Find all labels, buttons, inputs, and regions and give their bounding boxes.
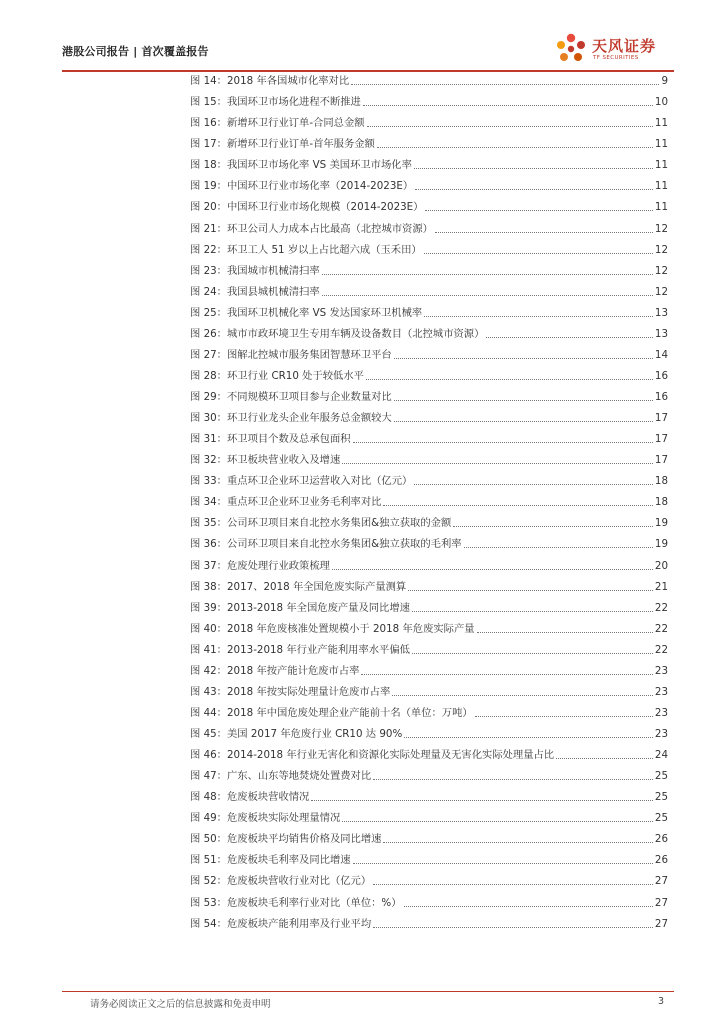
figure-list xyxy=(190,70,668,934)
toc-entry[interactable] xyxy=(190,870,668,891)
toc-figure-title: 环卫公司人力成本占比最高（北控城市资源） xyxy=(226,222,433,235)
toc-dot-leader xyxy=(477,632,653,633)
toc-figure-title: 环卫行业 CR10 处于较低水平 xyxy=(226,369,364,382)
toc-entry[interactable] xyxy=(190,302,668,323)
toc-entry[interactable] xyxy=(190,849,668,870)
toc-page-number: 12 xyxy=(654,222,668,235)
toc-entry[interactable] xyxy=(190,554,668,575)
toc-figure-title: 2018 年按产能计危废市占率 xyxy=(226,664,360,677)
toc-dot-leader xyxy=(373,927,653,928)
toc-entry[interactable] xyxy=(190,407,668,428)
toc-dot-leader xyxy=(383,842,652,843)
toc-entry[interactable] xyxy=(190,786,668,807)
toc-figure-label: 图 34： xyxy=(190,496,227,509)
toc-page-number: 27 xyxy=(654,896,668,909)
toc-figure-label: 图 54： xyxy=(190,917,227,930)
toc-figure-label: 图 44： xyxy=(190,706,227,719)
toc-page-number: 23 xyxy=(654,664,668,677)
toc-entry[interactable] xyxy=(190,239,668,260)
toc-figure-title: 2018 年各国城市化率对比 xyxy=(226,75,350,88)
toc-page-number: 13 xyxy=(654,327,668,340)
tf-securities-logo-icon xyxy=(554,32,588,66)
toc-figure-title: 危废板块营收行业对比（亿元） xyxy=(226,875,372,888)
toc-entry[interactable] xyxy=(190,891,668,912)
toc-figure-label: 图 14： xyxy=(190,75,227,88)
footer-disclaimer: 请务必阅读正文之后的信息披露和免责申明 xyxy=(90,999,271,1010)
toc-dot-leader xyxy=(475,716,653,717)
toc-entry[interactable] xyxy=(190,365,668,386)
toc-page-number: 23 xyxy=(654,706,668,719)
toc-entry[interactable] xyxy=(190,70,668,91)
toc-entry[interactable] xyxy=(190,260,668,281)
toc-page-number: 17 xyxy=(654,454,668,467)
toc-dot-leader xyxy=(353,442,653,443)
toc-page-number: 13 xyxy=(654,306,668,319)
toc-page-number: 22 xyxy=(654,643,668,656)
toc-entry[interactable] xyxy=(190,428,668,449)
toc-dot-leader xyxy=(394,400,653,401)
toc-figure-title: 危废处理行业政策梳理 xyxy=(226,559,330,572)
toc-entry[interactable] xyxy=(190,491,668,512)
toc-dot-leader xyxy=(394,421,653,422)
toc-figure-title: 不同规模环卫项目参与企业数量对比 xyxy=(226,391,392,403)
toc-figure-title: 中国环卫行业市场化率（2014-2023E） xyxy=(226,180,414,193)
toc-dot-leader xyxy=(464,547,653,548)
toc-page-number: 12 xyxy=(654,285,668,298)
toc-figure-label: 图 51： xyxy=(190,854,227,867)
toc-entry[interactable] xyxy=(190,344,668,365)
toc-page-number: 19 xyxy=(654,538,668,551)
toc-entry[interactable] xyxy=(190,175,668,196)
toc-figure-label: 图 18： xyxy=(190,159,227,172)
logo-company-name: 天风证券 xyxy=(592,37,657,55)
toc-figure-label: 图 27： xyxy=(190,348,227,361)
toc-figure-title: 环卫行业龙头企业年服务总金额较大 xyxy=(226,412,392,425)
toc-page-number: 16 xyxy=(654,391,668,403)
toc-dot-leader xyxy=(342,463,653,464)
toc-figure-title: 重点环卫企业环卫业务毛利率对比 xyxy=(226,496,382,509)
toc-page-number: 27 xyxy=(654,875,668,888)
toc-dot-leader xyxy=(342,821,653,822)
toc-dot-leader xyxy=(404,906,653,907)
toc-entry[interactable] xyxy=(190,386,668,407)
company-logo xyxy=(554,30,674,68)
toc-page-number: 22 xyxy=(654,601,668,614)
toc-figure-label: 图 22： xyxy=(190,243,227,256)
toc-figure-title: 危废板块实际处理量情况 xyxy=(226,812,341,825)
toc-page-number: 12 xyxy=(654,243,668,256)
toc-figure-label: 图 36： xyxy=(190,538,227,551)
toc-entry[interactable] xyxy=(190,91,668,112)
toc-figure-title: 中国环卫行业市场化规模（2014-2023E） xyxy=(226,201,424,214)
toc-figure-label: 图 42： xyxy=(190,664,227,677)
toc-page-number: 25 xyxy=(654,812,668,825)
toc-figure-label: 图 29： xyxy=(190,391,227,403)
toc-figure-title: 2013-2018 年全国危废产量及同比增速 xyxy=(226,601,410,614)
toc-page-number: 11 xyxy=(654,117,668,130)
toc-dot-leader xyxy=(322,274,653,275)
toc-figure-title: 我国环卫市场化进程不断推进 xyxy=(226,96,361,109)
toc-page-number: 12 xyxy=(654,264,668,277)
page-header xyxy=(62,30,674,70)
toc-page-number: 17 xyxy=(654,433,668,446)
toc-entry[interactable] xyxy=(190,597,668,618)
report-type-title: 港股公司报告 | 首次覆盖报告 xyxy=(62,45,209,58)
toc-figure-title: 危废板块平均销售价格及同比增速 xyxy=(226,833,382,846)
toc-dot-leader xyxy=(453,526,653,527)
toc-figure-title: 2014-2018 年行业无害化和资源化实际处理量及无害化实际处理量占比 xyxy=(226,749,555,762)
toc-page-number: 10 xyxy=(654,96,668,109)
toc-figure-label: 图 53： xyxy=(190,896,227,909)
toc-dot-leader xyxy=(408,590,653,591)
toc-dot-leader xyxy=(556,758,653,759)
toc-dot-leader xyxy=(414,484,653,485)
toc-entry[interactable] xyxy=(190,449,668,470)
toc-figure-label: 图 20： xyxy=(190,201,227,214)
toc-figure-label: 图 31： xyxy=(190,433,227,446)
toc-entry[interactable] xyxy=(190,723,668,744)
toc-figure-title: 危废板块毛利率及同比增速 xyxy=(226,854,351,867)
toc-figure-label: 图 50： xyxy=(190,833,227,846)
toc-figure-label: 图 38： xyxy=(190,580,227,593)
toc-figure-title: 我国环卫机械化率 VS 发达国家环卫机械率 xyxy=(226,306,423,319)
toc-figure-label: 图 15： xyxy=(190,96,227,109)
toc-dot-leader xyxy=(311,800,653,801)
toc-page-number: 11 xyxy=(654,180,668,193)
toc-figure-label: 图 30： xyxy=(190,412,227,425)
toc-figure-label: 图 45： xyxy=(190,728,227,740)
toc-figure-title: 2018 年按实际处理量计危废市占率 xyxy=(226,685,391,698)
toc-figure-title: 环卫板块营业收入及增速 xyxy=(226,454,341,467)
toc-dot-leader xyxy=(322,295,653,296)
toc-entry[interactable] xyxy=(190,913,668,934)
toc-figure-label: 图 32： xyxy=(190,454,227,467)
toc-dot-leader xyxy=(412,611,653,612)
toc-figure-label: 图 47： xyxy=(190,770,227,783)
toc-page-number: 24 xyxy=(654,749,668,762)
toc-page-number: 14 xyxy=(654,348,668,361)
toc-dot-leader xyxy=(394,358,653,359)
toc-entry[interactable] xyxy=(190,470,668,491)
toc-figure-label: 图 46： xyxy=(190,749,227,762)
toc-page-number: 11 xyxy=(654,159,668,172)
toc-entry[interactable] xyxy=(190,196,668,217)
toc-entry[interactable] xyxy=(190,702,668,723)
toc-figure-title: 城市市政环境卫生专用车辆及设备数目（北控城市资源） xyxy=(226,327,485,340)
toc-dot-leader xyxy=(373,779,653,780)
toc-page-number: 26 xyxy=(654,833,668,846)
toc-page-number: 11 xyxy=(654,201,668,214)
toc-entry[interactable] xyxy=(190,133,668,154)
toc-dot-leader xyxy=(332,569,653,570)
toc-dot-leader xyxy=(367,126,653,127)
toc-entry[interactable] xyxy=(190,576,668,597)
toc-entry[interactable] xyxy=(190,323,668,344)
toc-dot-leader xyxy=(425,210,652,211)
toc-entry[interactable] xyxy=(190,281,668,302)
toc-entry[interactable] xyxy=(190,765,668,786)
toc-figure-label: 图 43： xyxy=(190,685,227,698)
toc-figure-label: 图 48： xyxy=(190,791,227,804)
toc-figure-title: 广东、山东等地焚烧处置费对比 xyxy=(226,770,372,783)
toc-figure-title: 2017、2018 年全国危废实际产量测算 xyxy=(226,580,407,593)
toc-page-number: 20 xyxy=(654,559,668,572)
toc-figure-title: 公司环卫项目来自北控水务集团&独立获取的金额 xyxy=(226,517,452,530)
toc-page-number: 22 xyxy=(654,622,668,635)
toc-figure-title: 我国环卫市场化率 VS 美国环卫市场化率 xyxy=(226,159,412,172)
toc-dot-leader xyxy=(424,253,653,254)
logo-english-name: TF SECURITIES xyxy=(593,55,639,61)
toc-figure-title: 环卫项目个数及总承包面积 xyxy=(226,433,351,446)
toc-figure-label: 图 33： xyxy=(190,475,227,488)
toc-figure-label: 图 37： xyxy=(190,559,227,572)
toc-dot-leader xyxy=(424,316,653,317)
toc-entry[interactable] xyxy=(190,744,668,765)
toc-figure-label: 图 17： xyxy=(190,138,227,151)
footer-divider xyxy=(62,991,674,992)
toc-figure-title: 危废板块产能利用率及行业平均 xyxy=(226,917,372,930)
toc-figure-title: 2013-2018 年行业产能利用率水平偏低 xyxy=(226,643,410,656)
toc-dot-leader xyxy=(486,337,652,338)
toc-dot-leader xyxy=(353,863,653,864)
toc-dot-leader xyxy=(414,168,653,169)
toc-page-number: 11 xyxy=(654,138,668,151)
toc-entry[interactable] xyxy=(190,154,668,175)
toc-page-number: 23 xyxy=(654,685,668,698)
toc-figure-label: 图 26： xyxy=(190,327,227,340)
toc-entry[interactable] xyxy=(190,681,668,702)
toc-dot-leader xyxy=(392,695,653,696)
toc-figure-label: 图 25： xyxy=(190,306,227,319)
toc-figure-label: 图 39： xyxy=(190,601,227,614)
toc-figure-title: 2018 年中国危废处理企业产能前十名（单位：万吨） xyxy=(226,706,473,719)
toc-figure-title: 2018 年危废核准处置规模小于 2018 年危废实际产量 xyxy=(226,622,475,635)
toc-figure-label: 图 41： xyxy=(190,643,227,656)
toc-dot-leader xyxy=(377,147,653,148)
toc-figure-title: 危废板块营收情况 xyxy=(226,791,310,804)
toc-page-number: 19 xyxy=(654,517,668,530)
toc-figure-label: 图 24： xyxy=(190,285,227,298)
toc-figure-label: 图 52： xyxy=(190,875,227,888)
page-number: 3 xyxy=(657,996,664,1007)
toc-dot-leader xyxy=(351,84,659,85)
toc-figure-title: 重点环卫企业环卫运营收入对比（亿元） xyxy=(226,475,413,488)
toc-entry[interactable] xyxy=(190,660,668,681)
toc-dot-leader xyxy=(361,674,652,675)
toc-entry[interactable] xyxy=(190,807,668,828)
toc-entry[interactable] xyxy=(190,112,668,133)
toc-page-number: 27 xyxy=(654,917,668,930)
toc-entry[interactable] xyxy=(190,618,668,639)
toc-dot-leader xyxy=(363,105,653,106)
toc-page-number: 25 xyxy=(654,791,668,804)
toc-figure-title: 我国县城机械清扫率 xyxy=(226,285,320,298)
toc-figure-label: 图 19： xyxy=(190,180,227,193)
toc-dot-leader xyxy=(373,884,653,885)
toc-dot-leader xyxy=(366,379,653,380)
toc-page-number: 25 xyxy=(654,770,668,783)
toc-entry[interactable] xyxy=(190,828,668,849)
toc-figure-title: 我国城市机械清扫率 xyxy=(226,264,320,277)
toc-page-number: 17 xyxy=(654,412,668,425)
toc-figure-title: 新增环卫行业订单-首年服务金额 xyxy=(226,138,375,151)
toc-page-number: 9 xyxy=(661,75,668,88)
toc-page-number: 18 xyxy=(654,496,668,509)
toc-dot-leader xyxy=(415,189,653,190)
toc-figure-label: 图 16： xyxy=(190,117,227,130)
toc-figure-label: 图 35： xyxy=(190,517,227,530)
toc-figure-title: 环卫工人 51 岁以上占比超六成（玉禾田） xyxy=(226,243,422,256)
toc-figure-title: 图解北控城市服务集团智慧环卫平台 xyxy=(226,348,392,361)
toc-page-number: 23 xyxy=(654,728,668,740)
toc-dot-leader xyxy=(412,653,653,654)
toc-figure-label: 图 49： xyxy=(190,812,227,825)
toc-entry[interactable] xyxy=(190,639,668,660)
toc-figure-title: 新增环卫行业订单-合同总金额 xyxy=(226,117,365,130)
toc-page-number: 16 xyxy=(654,369,668,382)
toc-page-number: 21 xyxy=(654,580,668,593)
toc-dot-leader xyxy=(435,232,653,233)
toc-dot-leader xyxy=(404,737,653,738)
toc-entry[interactable] xyxy=(190,512,668,533)
toc-figure-title: 美国 2017 年危废行业 CR10 达 90% xyxy=(226,728,403,740)
toc-figure-title: 危废板块毛利率行业对比（单位：%） xyxy=(226,896,402,909)
toc-entry[interactable] xyxy=(190,533,668,554)
toc-figure-label: 图 28： xyxy=(190,369,227,382)
toc-figure-title: 公司环卫项目来自北控水务集团&独立获取的毛利率 xyxy=(226,538,462,551)
toc-figure-label: 图 21： xyxy=(190,222,227,235)
toc-page-number: 26 xyxy=(654,854,668,867)
toc-figure-label: 图 23： xyxy=(190,264,227,277)
toc-entry[interactable] xyxy=(190,217,668,238)
toc-dot-leader xyxy=(383,505,652,506)
toc-page-number: 18 xyxy=(654,475,668,488)
toc-figure-label: 图 40： xyxy=(190,622,227,635)
